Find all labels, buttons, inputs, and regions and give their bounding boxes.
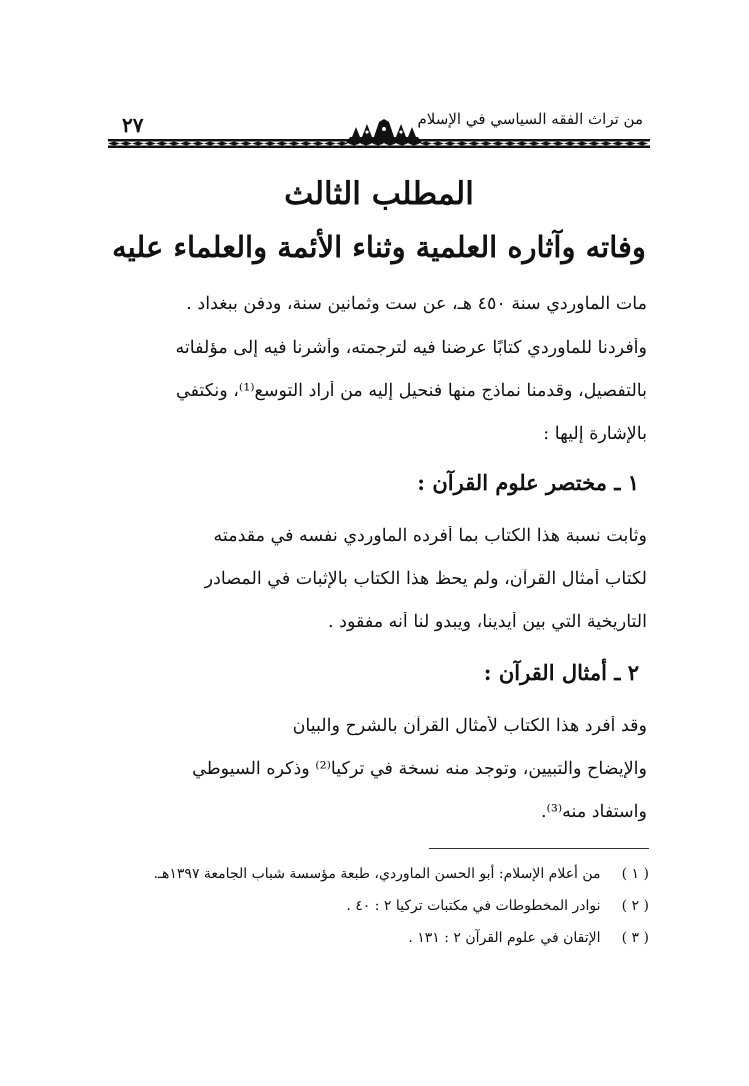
item-heading: ٢ ـ أمثال القرآن : xyxy=(483,660,639,685)
footnote-rule xyxy=(429,848,649,849)
footnote-marker: ( ٣ ) xyxy=(621,930,649,946)
item-heading: ١ ـ مختصر علوم القرآن : xyxy=(417,470,639,495)
item-line: واستفاد منه⁽³⁾. xyxy=(540,802,647,822)
item-line: والإيضاح والتبيين، وتوجد منه نسخة في تركيا⁽²⁾ وذكره السيوطي xyxy=(192,759,647,779)
item-line: وقد أفرد هذا الكتاب لأمثال القرآن بالشرح والبيان xyxy=(292,716,647,736)
footnote xyxy=(103,866,649,882)
footnote-text: الإتقان في علوم القرآن ٢ : ١٣١ . xyxy=(408,930,601,946)
footnote xyxy=(103,930,649,946)
footnote-marker: ( ٢ ) xyxy=(621,898,649,914)
intro-line: وأفردنا للماوردي كتابًا عرضنا فيه لترجمته، وأشرنا فيه إلى مؤلفاته xyxy=(175,338,647,358)
intro-line: مات الماوردي سنة ٤٥٠ هـ، عن ست وثمانين سنة، ودفن ببغداد . xyxy=(186,294,647,314)
footnote-text: نوادر المخطوطات في مكتبات تركيا ٢ : ٤٠ . xyxy=(346,898,601,914)
footnote-text: من أعلام الإسلام: أبو الحسن الماوردي، طبعة مؤسسة شباب الجامعة ١٣٩٧هـ. xyxy=(153,866,601,882)
footnote-marker: ( ١ ) xyxy=(621,866,649,882)
header-rule xyxy=(108,139,650,148)
intro-line: بالتفصيل، وقدمنا نماذج منها فنحيل إليه من أراد التوسع⁽¹⁾، ونكتفي xyxy=(175,381,647,401)
item-line: لكتاب أمثال القرآن، ولم يحظ هذا الكتاب بالإثبات في المصادر xyxy=(204,569,647,589)
intro-line: بالإشارة إليها : xyxy=(543,424,647,444)
page-number: ٢٧ xyxy=(122,113,144,137)
item-line: التاريخية التي بين أيدينا، ويبدو لنا أنه مفقود . xyxy=(328,612,647,632)
chapter-title: وفاته وآثاره العلمية وثناء الأئمة والعلماء عليه xyxy=(112,230,646,264)
section-heading: المطلب الثالث xyxy=(284,176,474,212)
item-line: وثابت نسبة هذا الكتاب بما أفرده الماوردي نفسه في مقدمته xyxy=(213,526,647,546)
running-title: من تراث الفقه السياسي في الإسلام xyxy=(417,110,643,128)
footnote xyxy=(103,898,649,914)
